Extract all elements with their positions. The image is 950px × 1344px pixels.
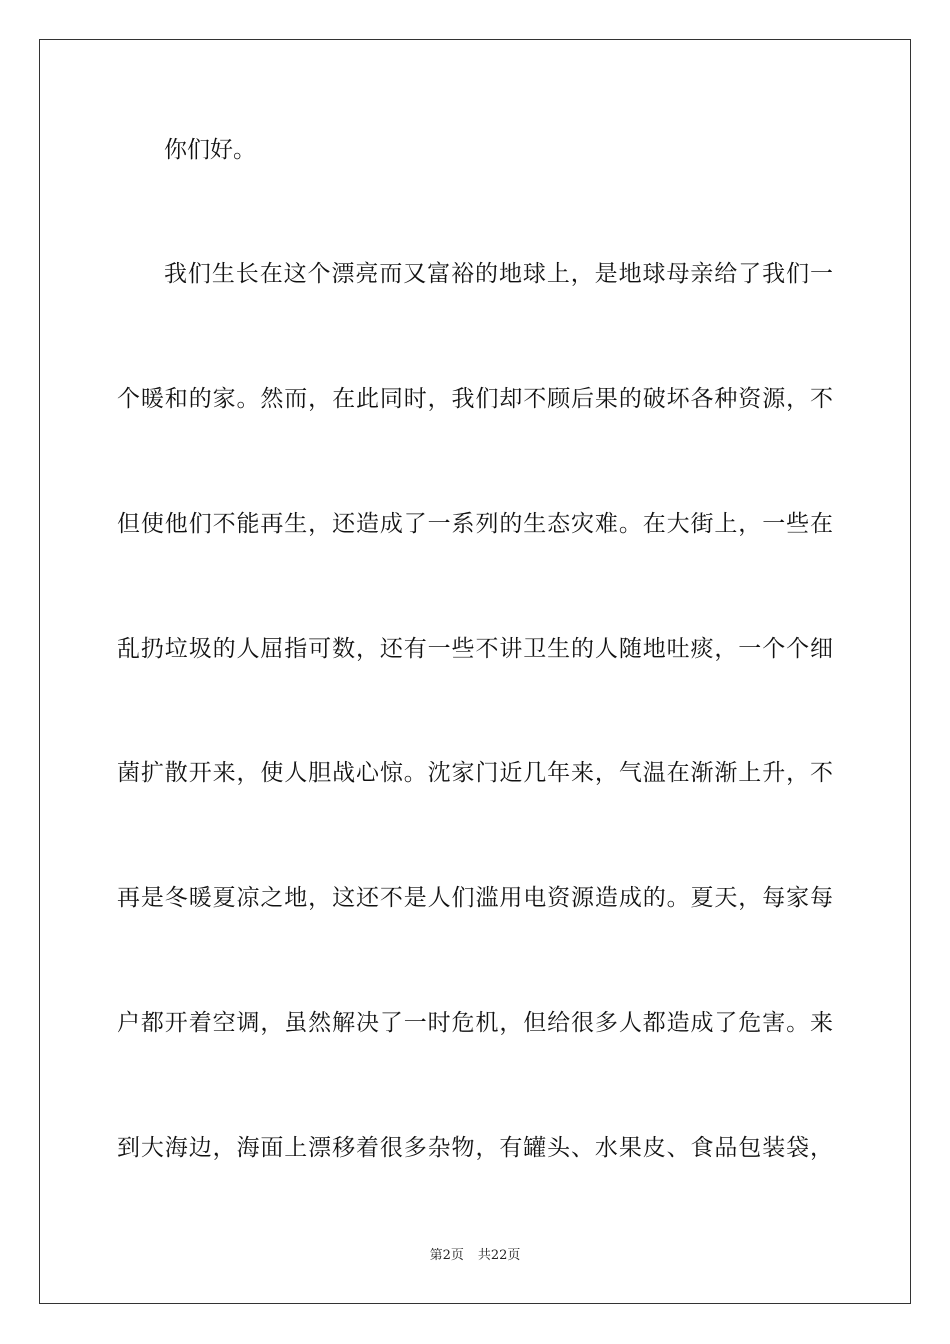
page-number-total: 共22页	[477, 1248, 521, 1263]
text-line: 到大海边，海面上漂移着很多杂物，有罐头、水果皮、食品包装袋，	[117, 1135, 833, 1161]
page-number-current: 第2页	[429, 1248, 464, 1263]
text-line: 乱扔垃圾的人屈指可数，还有一些不讲卫生的人随地吐痰，一个个细	[117, 636, 833, 662]
text-line-greeting: 你们好。	[164, 137, 256, 163]
text-line: 但使他们不能再生，还造成了一系列的生态灾难。在大街上，一些在	[117, 511, 833, 537]
page-border	[39, 39, 911, 1304]
text-line: 个暖和的家。然而，在此同时，我们却不顾后果的破坏各种资源，不	[117, 386, 833, 412]
page-footer	[0, 1247, 950, 1265]
text-line: 菌扩散开来，使人胆战心惊。沈家门近几年来，气温在渐渐上升，不	[117, 760, 833, 786]
text-line: 户都开着空调，虽然解决了一时危机，但给很多人都造成了危害。来	[117, 1010, 833, 1036]
text-line-paragraph-start: 我们生长在这个漂亮而又富裕的地球上，是地球母亲给了我们一	[164, 261, 833, 287]
text-line: 再是冬暖夏凉之地，这还不是人们滥用电资源造成的。夏天，每家每	[117, 885, 833, 911]
